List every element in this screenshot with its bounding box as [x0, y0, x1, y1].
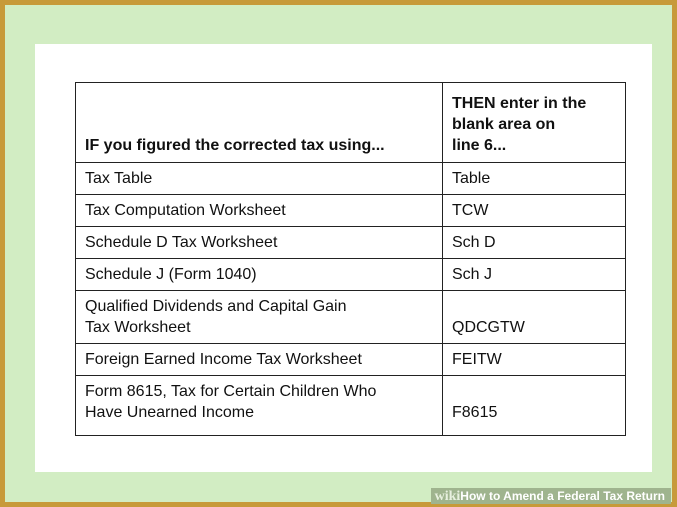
- method-cell: Qualified Dividends and Capital Gain Tax Worksheet: [76, 291, 443, 344]
- header-entry-cell: THEN enter in the blank area on line 6...: [443, 83, 626, 163]
- watermark-title: How to Amend a Federal Tax Return: [460, 489, 665, 503]
- table-row: [76, 259, 626, 291]
- table-row: [76, 227, 626, 259]
- entry-cell: QDCGTW: [443, 291, 626, 344]
- entry-cell: F8615: [443, 376, 626, 436]
- method-cell: Tax Table: [76, 163, 443, 195]
- entry-cell: Table: [443, 163, 626, 195]
- method-cell: Schedule D Tax Worksheet: [76, 227, 443, 259]
- method-cell: Schedule J (Form 1040): [76, 259, 443, 291]
- method-cell: Tax Computation Worksheet: [76, 195, 443, 227]
- document-card: [35, 44, 652, 472]
- entry-cell: Sch J: [443, 259, 626, 291]
- table-row: [76, 344, 626, 376]
- table-row: [76, 291, 626, 344]
- entry-cell: FEITW: [443, 344, 626, 376]
- table-header-row: [76, 83, 626, 163]
- watermark-brand: wiki: [434, 489, 461, 504]
- method-cell: Foreign Earned Income Tax Worksheet: [76, 344, 443, 376]
- entry-cell: Sch D: [443, 227, 626, 259]
- header-method-cell: IF you figured the corrected tax using...: [76, 83, 443, 163]
- wikihow-watermark: [431, 488, 671, 504]
- table-row: [76, 163, 626, 195]
- table-row: [76, 376, 626, 436]
- tax-code-table: [75, 82, 626, 436]
- method-cell: Form 8615, Tax for Certain Children Who Have Unearned Income: [76, 376, 443, 436]
- entry-cell: TCW: [443, 195, 626, 227]
- table-row: [76, 195, 626, 227]
